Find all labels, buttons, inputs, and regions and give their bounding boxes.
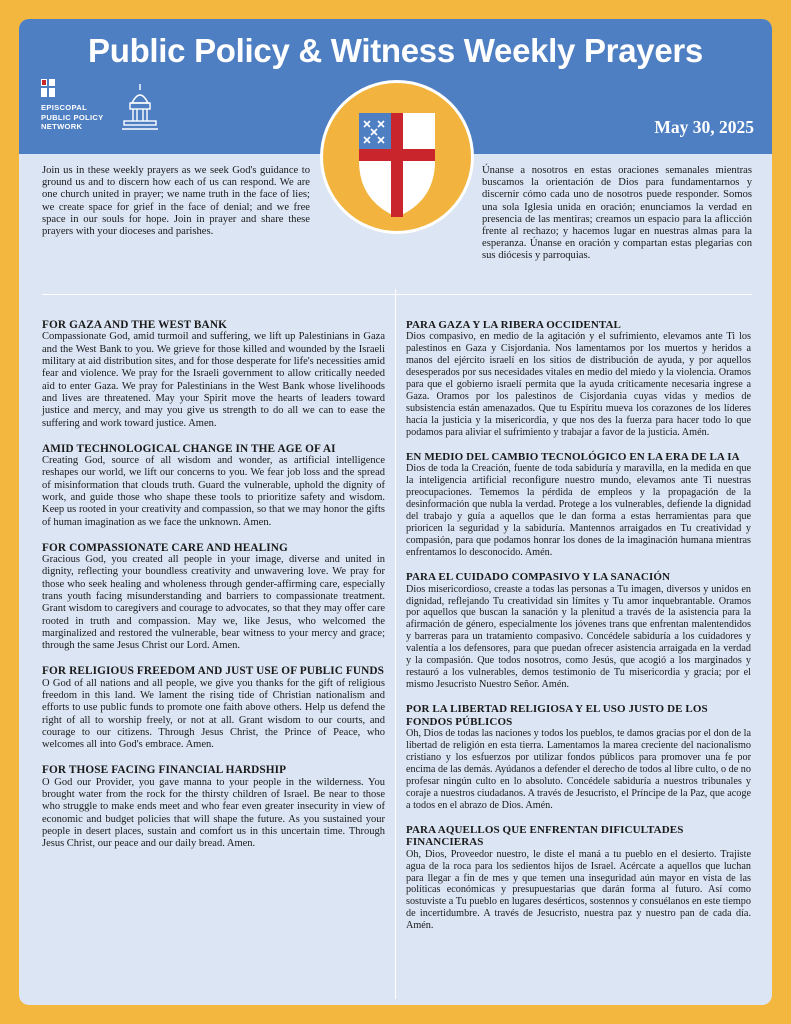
prayer-heading: PARA EL CUIDADO COMPASIVO Y LA SANACIÓN: [406, 571, 671, 584]
prayer-section: [42, 542, 385, 653]
prayer-heading: FOR GAZA AND THE WEST BANK: [42, 319, 227, 331]
prayer-section: [42, 319, 385, 430]
prayers-spanish-column: [406, 319, 751, 945]
prayer-heading: PARA GAZA Y LA RIBERA OCCIDENTAL: [406, 319, 621, 331]
vertical-divider: [395, 289, 396, 999]
intro-spanish: Únanse a nosotros en estas oraciones semanales mientras buscamos la orientación de Dios para fundamentarnos y discernir cómo cada uno de nosotros puede responder. Somos una sola Iglesia unida en oración; enunciamos la verdad en presencia de las mentiras; creamos un espacio para la aflicción frente al rechazo; y hacemos lugar en nuestras almas para la esperanza. Únanse en oración y compartan estas plegarias con sus diócesis y parroquias.: [482, 165, 752, 262]
prayer-text: Dios misericordioso, creaste a todas las personas a Tu imagen, diversos y unidos en dignidad, reflejando Tu creatividad sin límites y Tu amor inquebrantable. Oramos por aquellos que buscan la sanación y la plenitud a través de la asistencia para la afirmación de género, especialmente los jóvenes trans que enfrentan malentendidos y barreras para un tratamiento compasivo. Concédele sabiduría a los cuidadores y valentía a los defensores, para que puedan ofrecer asistencia arraigada en la verdad y la compasión. Que todos nosotros, como Jesús, que acogió a los marginados y restauró a los vulnerables, demos testimonio de Tu misericordia y gracia; por el mismo Jesucristo Nuestro Señor. Amén.: [406, 583, 751, 690]
prayer-heading: POR LA LIBERTAD RELIGIOSA Y EL USO JUSTO DE LOS FONDOS PÚBLICOS: [406, 703, 708, 728]
prayer-text: Oh, Dios de todas las naciones y todos los pueblos, te damos gracias por el don de la libertad de religión en esta tierra. Lamentamos la marea creciente del nacionalismo cristiano y los esfuerzos por utilizar fondos públicos para promover una fe por encima de las demás. Ayúdanos a defender el derecho de todos al libre culto, o de no profesar ningún culto en lo absoluto. Concédele sabiduría a nuestros tribunales y coraje a nuestros ciudadanos. A través de Jesucristo, el Príncipe de la Paz, que acoge a todos en el abrazo de Dios. Amén.: [406, 728, 751, 811]
prayer-text: Creating God, source of all wisdom and wonder, as artificial intelligence reshapes our world, we lift our concerns to you. We fear job loss and the spread of misinformation that clouds truth. Guard the vulnerable, uphold the dignity of work, and guide those who shape these tools to prioritize safety and wisdom. Keep us rooted in your creativity and compassion, so that we may honor the gifts of human imagination as we face the unknown. Amen.: [42, 455, 385, 528]
episcopal-logo-icon: [41, 79, 55, 97]
org-name-line: PUBLIC POLICY: [41, 112, 104, 122]
prayer-text: O God of all nations and all people, we give you thanks for the gift of religious freedom in this land. We lament the rising tide of Christian nationalism and efforts to use public funds to promote one faith above others. Help us defend the right of all to worship freely, or not at all. Grant wisdom to our courts, and courage to our citizens. Through Jesus Christ, the Prince of Peace, who welcomes all into God's embrace. Amen.: [42, 677, 385, 751]
prayer-section: [42, 665, 385, 751]
prayer-section: [406, 824, 751, 932]
page-title: Public Policy & Witness Weekly Prayers: [88, 32, 703, 69]
prayer-text: O God our Provider, you gave manna to your people in the wilderness. You brought water from the rock for the thirsty children of Israel. Be near to those who struggle to make ends meet and who fear even greater insecurity in view of economic and budget policies that will shape the future. As you sustained your people in desert places, sustain and comfort us in this uncertain time. Through Jesus Christ, our peace and our daily bread. Amen.: [42, 776, 385, 850]
org-name-line: NETWORK: [41, 122, 83, 131]
prayer-heading: EN MEDIO DEL CAMBIO TECNOLÓGICO EN LA ERA DE LA IA: [406, 451, 740, 464]
prayer-heading: FOR RELIGIOUS FREEDOM AND JUST USE OF PUBLIC FUNDS: [42, 665, 385, 678]
capitol-dome-icon: [121, 83, 159, 131]
prayer-section: [406, 571, 751, 691]
prayer-heading: PARA AQUELLOS QUE ENFRENTAN DIFICULTADES FINANCIERAS: [406, 823, 684, 849]
org-name-line: EPISCOPAL: [41, 103, 88, 112]
prayer-heading: FOR COMPASSIONATE CARE AND HEALING: [42, 541, 288, 554]
org-name: [41, 103, 104, 132]
prayer-section: [42, 764, 385, 850]
prayer-section: [406, 451, 751, 559]
prayer-heading: FOR THOSE FACING FINANCIAL HARDSHIP: [42, 764, 287, 777]
page-body: [19, 19, 772, 1005]
prayer-text: Dios de toda la Creación, fuente de toda sabiduría y maravilla, en la medida en que la inteligencia artificial reconfigure nuestro mundo, elevamos ante Ti nuestras preocupaciones. Tememos la pérdida de empleos y la propagación de la desinformación que nubla la verdad. Protege a los vulnerables, defiende la dignidad del trabajo y guía a aquellos que le dan forma a estas herramientas para que prioricen la seguridad y la sabiduría. Mantennos arraigados en Tu creatividad y compasión, para que podamos honrar los dones de la imaginación humana mientras enfrentamos lo desconocido. Amén.: [406, 463, 751, 558]
prayer-text: Oh, Dios, Proveedor nuestro, le diste el maná a tu pueblo en el desierto. Trajiste agua de la roca para los sedientos hijos de Israel. Acércate a aquellos que luchan para llegar a fin de mes y que temen una inseguridad aún mayor en vista de las políticas económicas y presupuestarias que darán forma al futuro. Así como sostuviste a Tu pueblo en lugares desérticos, sostennos y consuélanos en este tiempo de incertidumbre. A través de Jesucristo, nuestra paz y nuestro pan de cada día. Amén.: [406, 848, 751, 932]
prayer-section: [42, 443, 385, 529]
prayer-heading: AMID TECHNOLOGICAL CHANGE IN THE AGE OF AI: [42, 442, 336, 455]
prayer-section: [406, 319, 751, 439]
intro-english: Join us in these weekly prayers as we seek God's guidance to ground us and to discern how each of us can respond. We are one church united in prayer; we name truth in the face of lies; we create space for grief in the face of denial; and we free space in our souls for hope. Join in prayer and share these prayers with your dioceses and parishes.: [42, 165, 310, 238]
horizontal-divider: [42, 294, 752, 295]
episcopal-shield-icon: [323, 83, 471, 231]
prayer-text: Compassionate God, amid turmoil and suffering, we lift up Palestinians in Gaza and the West Bank to you. We grieve for those killed and wounded by the Israeli military at aid distribution sites, and for those desperate for life's necessities amid fear and violence. We pray for the Israeli government to allow critically needed aid to enter Gaza. We pray for Palestinians in the West Bank whose livelihoods and lives are threatened. May your Spirit move the hearts of leaders toward justice and mercy, and may you give us strength to do all we can to ease the suffering and work toward justice. Amen.: [42, 331, 385, 429]
prayer-text: Gracious God, you created all people in your image, diverse and united in dignity, reflecting your boundless creativity and unwavering love. We pray for those who seek healing and wholeness through gender-affirming care, especially trans youth facing misunderstanding and barriers to compassionate treatment. Grant wisdom to caregivers and courage to advocates, so that they may offer care rooted in truth and compassion. May we, like Jesus, who welcomed the marginalized and restored the vulnerable, bear witness to your mercy and grace; through the same Jesus Christ our Lord. Amen.: [42, 554, 385, 652]
org-logo: [41, 79, 161, 139]
prayer-text: Dios compasivo, en medio de la agitación y el sufrimiento, elevamos ante Ti los palestinos en Gaza y Cisjordania. Nos lamentamos por los muertos y heridos a manos del ejército israelí en los sitios de distribución de ayuda, y por aquellos desesperados por sus necesidades vitales en medio del miedo y la violencia. Oramos para que el gobierno israelí permita que la ayuda críticamente necesaria ingrese a Gaza. Oramos por los palestinos de Cisjordania cuyas vidas y medios de subsistencia están amenazados. Que tu Espíritu mueva los corazones de los líderes hacia la justicia y la misericordia, y que nos des la fuerza para hacer todo lo que podamos para aliviar el sufrimiento y trabajar a favor de la justicia. Amén.: [406, 331, 751, 438]
prayer-section: [406, 703, 751, 811]
episcopal-seal: [320, 80, 474, 234]
date-label: May 30, 2025: [654, 117, 754, 137]
prayers-english-column: [42, 319, 385, 863]
